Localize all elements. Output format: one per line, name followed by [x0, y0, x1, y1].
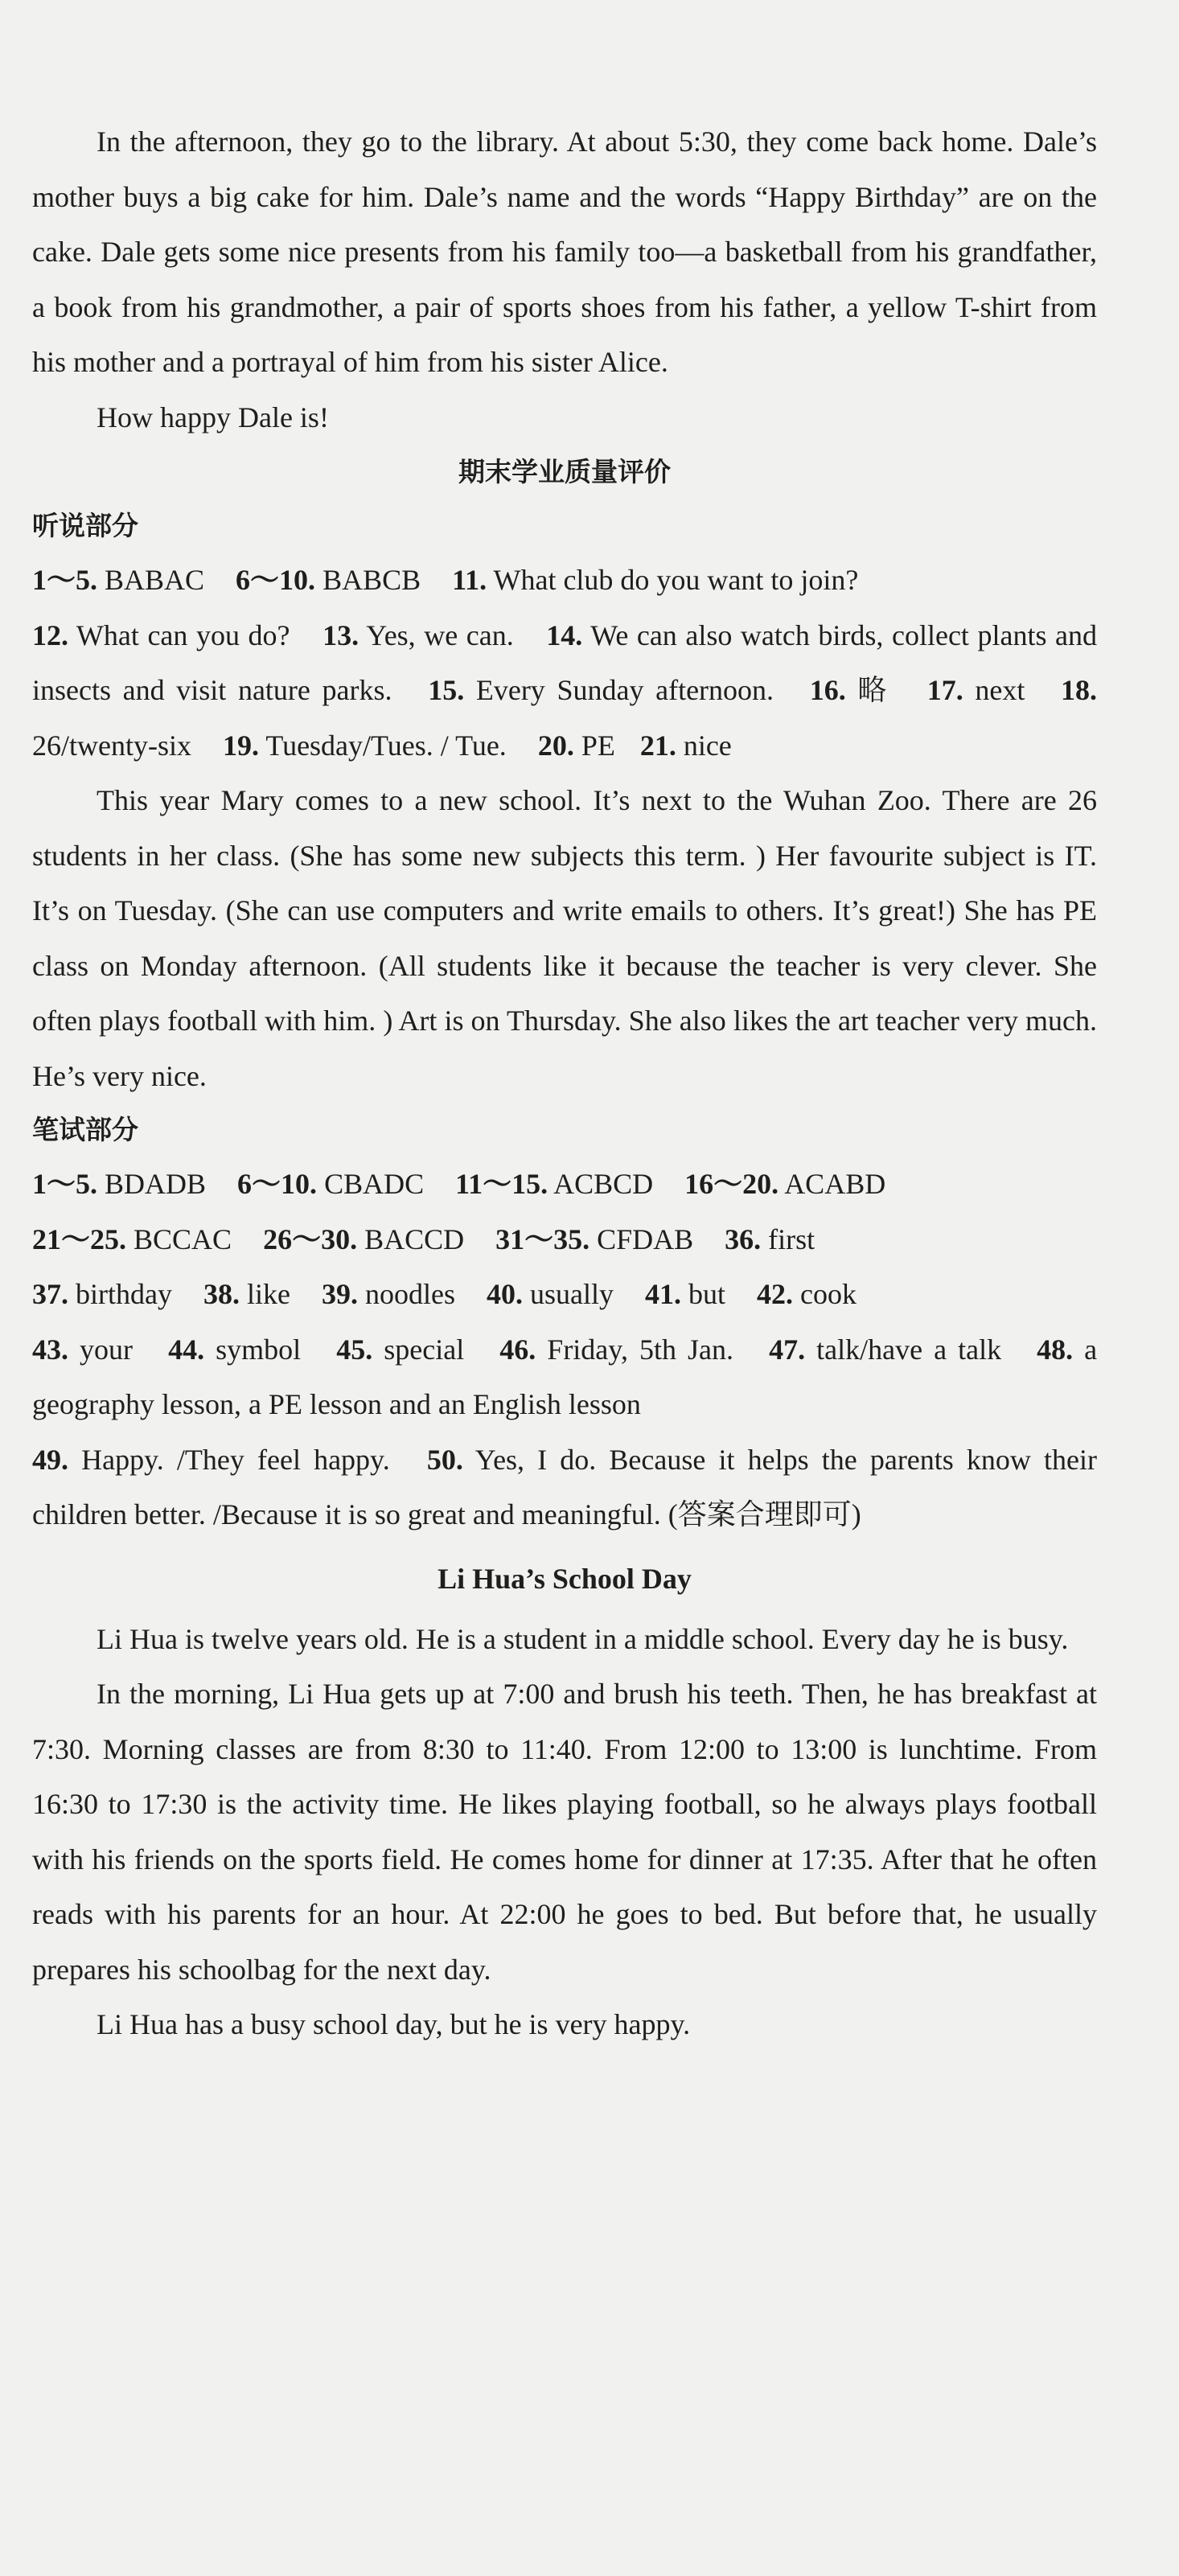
answer-item: 36. first	[725, 1222, 815, 1255]
written-section-label: 笔试部分	[32, 1114, 138, 1145]
answer-item: 48. a geography lesson, a PE lesson and an English lesson	[32, 1333, 1098, 1420]
answer-item: 39. noodles	[321, 1278, 455, 1310]
answer-item: 26～30. BACCD	[263, 1222, 465, 1255]
answer-item: 19. Tuesday/Tues. / Tue.	[222, 729, 507, 762]
answer-item: 16～20. ACABD	[684, 1168, 886, 1200]
listening-passage: This year Mary comes to a new school. It’s next to the Wuhan Zoo. There are 26 students in her class. (She has some new subjects this term. ) Her favourite subject is IT. It’s on Tuesday. (She can use computers and write emails to others. It’s great!) She has PE class on Monday afternoon. (All students like it because the teacher is very clever. She often plays football with him. ) Art is on Thursday. She also likes the art teacher very much. He’s very nice.	[32, 784, 1097, 1092]
answer-item: 6～10. BABCB	[236, 564, 421, 596]
answer-item: 6～10. CBADC	[237, 1168, 425, 1200]
answer-item: 1～5. BABAC	[32, 564, 205, 596]
answer-item: 40. usually	[486, 1278, 614, 1310]
answer-item: 37. birthday	[32, 1278, 172, 1310]
essay-paragraph: Li Hua is twelve years old. He is a student in a middle school. Every day he is busy.	[97, 1622, 1069, 1655]
answer-item: 44. symbol	[168, 1333, 302, 1366]
answer-item: 11～15. ACBCD	[455, 1168, 654, 1200]
answer-item: 18. 26/twenty-six	[32, 674, 1097, 762]
essay-title: Li Hua’s School Day	[438, 1562, 692, 1595]
answer-item: 47. talk/have a talk	[769, 1333, 1002, 1366]
answer-item: 12. What can you do?	[32, 618, 290, 651]
listening-section-label: 听说部分	[32, 510, 138, 541]
answer-item: 11. What club do you want to join?	[452, 564, 859, 596]
answer-item: 50. Yes, I do. Because it helps the parents know their children better. /Because it is so great and meaningful. (答案合理即可)	[32, 1443, 1098, 1530]
answer-item: 1～5. BDADB	[32, 1168, 207, 1200]
exam-heading: 期末学业质量评价	[458, 456, 671, 487]
intro-paragraph: In the afternoon, they go to the library. At about 5:30, they come back home. Dale’s mother buys a big cake for him. Dale’s name and the words “Happy Birthday” are on the cake. Dale gets some nice presents from his family too—a basketball from his grandfather, a book from his grandmother, a pair of sports shoes from his father, a yellow T-shirt from his mother and a portrayal of him from his sister Alice.	[32, 125, 1097, 378]
answer-item: 15. Every Sunday afternoon.	[428, 674, 774, 706]
answer-item: 49. Happy. /They feel happy.	[32, 1443, 390, 1476]
answer-item: 45. special	[336, 1333, 465, 1366]
answer-item: 41. but	[644, 1278, 725, 1310]
answer-item: 14. We can also watch birds, collect plants and insects and visit nature parks.	[32, 618, 1098, 706]
answer-item: 38. like	[203, 1278, 290, 1310]
answer-item: 16. 略	[809, 674, 892, 706]
intro-closing-line: How happy Dale is!	[97, 401, 329, 433]
answer-item: 46. Friday, 5th Jan.	[499, 1333, 734, 1366]
answer-item: 43. your	[32, 1333, 134, 1366]
listening-answers	[32, 553, 1097, 773]
answer-item: 13. Yes, we can.	[322, 618, 514, 651]
essay-paragraph: Li Hua has a busy school day, but he is very happy.	[97, 2008, 691, 2040]
essay-paragraph: In the morning, Li Hua gets up at 7:00 and brush his teeth. Then, he has breakfast at 7:30. Morning classes are from 8:30 to 11:40. From 12:00 to 13:00 is lunchtime. From 16:30 to 17:30 is the activity time. He likes playing football, so he always plays football with his friends on the sports field. He comes home for dinner at 17:35. After that he often reads with his parents for an hour. At 22:00 he goes to bed. But before that, he usually prepares his schoolbag for the next day.	[32, 1678, 1097, 1986]
written-answers	[32, 1157, 1097, 1543]
answer-item: 42. cook	[756, 1278, 857, 1310]
answer-item: 20. PE	[537, 729, 615, 762]
answer-item: 21～25. BCCAC	[32, 1222, 232, 1255]
answer-item: 31～35. CFDAB	[495, 1222, 694, 1255]
essay-body	[32, 1612, 1097, 2052]
answer-item: 21. nice	[639, 729, 732, 762]
answer-item: 17. next	[926, 674, 1025, 706]
